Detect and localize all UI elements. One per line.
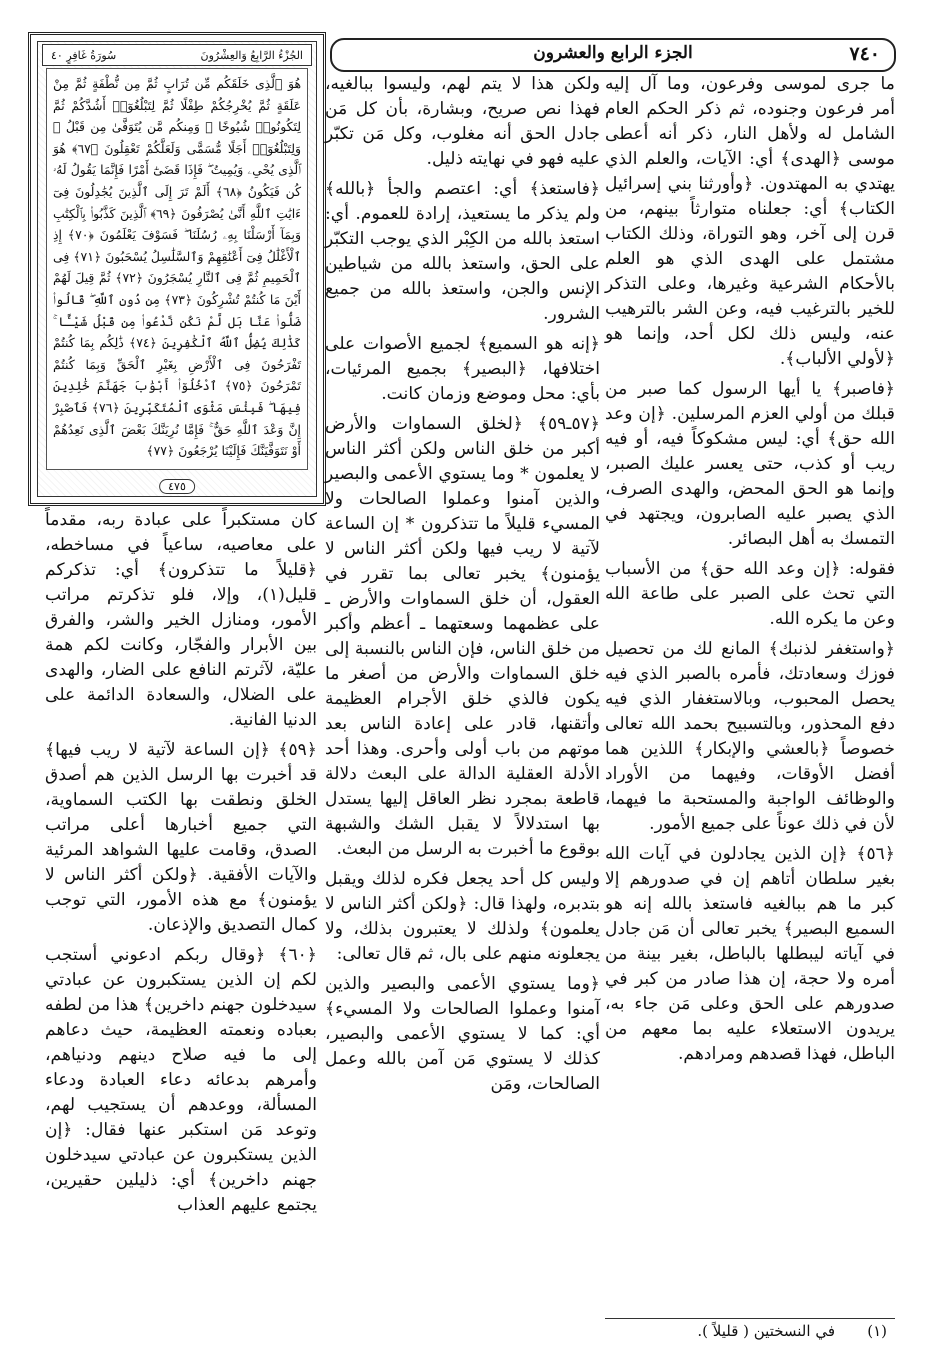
paragraph: ﴿٥٩﴾ ﴿إن الساعة لآتية لا ريب فيها﴾ قد أخبرت بها الرسل الذين هم أصدق الخلق ونطقت بها الكتب السماوية، التي جميع أخبارها أعلى مراتب الصدق، وقامت عليها الشواهد المرئية والآيات الأفقية. ﴿ولكن أكثر الناس لا يؤمنون﴾ مع هذه الأمور، التي توجب كمال التصديق والإذعان.	[45, 740, 317, 935]
mushaf-ornament-border	[37, 41, 317, 497]
paragraph: فقوله: ﴿إن وعد الله حق﴾ من الأسباب التي تحث على الصبر على طاعة الله وعن ما يكره الله.	[605, 559, 895, 629]
mushaf-page-frame	[28, 32, 326, 506]
paragraph: ﴿واستغفر لذنبك﴾ المانع لك من تحصيل فوزك وسعادتك، فأمره بالصبر الذي فيه يحصل المحبوب، وبالاستغفار الذي فيه دفع المحذور، وبالتسبيح بحمد الله تعالى خصوصاً ﴿بالعشي والإبكار﴾ اللذين هما أفضل الأوقات، وفيهما من الأوراد والوظائف الواجبة والمستحبة ما فيهما، لأن في ذلك عوناً على جميع الأمور.	[605, 639, 895, 834]
paragraph: ﴿فاصبر﴾ يا أيها الرسول كما صبر من قبلك من أولي العزم المرسلين. ﴿إن وعد الله حق﴾ أي: ليس مشكوكاً فيه، أو فيه ريب أو كذب، حتى يعسر عليك الصبر، وإنما هو الحق المحض، والهدى الصرف، الذي يصبر عليه الصابرون، ويجتهد في التمسك به أهل البصائر.	[605, 379, 895, 549]
page-header	[330, 38, 896, 72]
footnote-text: في النسختين ( قليلاً ).	[697, 1322, 835, 1340]
paragraph: ﴿وما يستوي الأعمى والبصير والذين آمنوا وعملوا الصالحات ولا المسيء﴾ أي: كما لا يستوي الأعمى والبصير، كذلك لا يستوي مَن آمن بالله وعمل الصالحات، ومَن	[325, 974, 600, 1094]
paragraph: ﴿إنه هو السميع﴾ لجميع الأصوات على اختلافها، ﴿البصير﴾ بجميع المرئيات، بأي: محل وموضع وزمان كانت.	[325, 334, 600, 404]
mushaf-header	[42, 44, 312, 66]
footnote-divider	[605, 1318, 895, 1319]
column-right	[605, 72, 895, 1072]
paragraph: ما جرى لموسى وفرعون، وما آل إليه أمر فرعون وجنوده، ثم ذكر الحكم العام الشامل له ولأهل النار، ذكر أنه أعطى موسى ﴿الهدى﴾ أي: الآيات، والعلم الذي يهتدي به المهتدون. ﴿وأورثنا بني إسرائيل الكتاب﴾ أي: جعلناه متوارثاً بينهم، من قرن إلى آخر، وهو التوراة، وذلك الكتاب مشتمل على الهدى الذي هو العلم بالأحكام الشرعية وغيرها، وعلى التذكر للخير بالترغيب فيه، وعن الشر بالترهيب عنه، وليس ذلك لكل أحد، وإنما هو ﴿لأولي الألباب﴾.	[605, 74, 895, 369]
page-number: ٧٤٠	[849, 43, 880, 65]
mushaf-juz-label: الجُزْءُ الرَّابِعُ وَالعِشْرُونَ	[200, 48, 303, 62]
footnote-number: (١)	[867, 1322, 887, 1340]
paragraph: ﴿٥٧ـ٥٩﴾ ﴿لخلق السماوات والأرض أكبر من خلق الناس ولكن أكثر الناس لا يعلمون * وما يستوي الأعمى والبصير والذين آمنوا وعملوا الصالحات ولا المسيء قليلاً ما تتذكرون * إن الساعة لآتية لا ريب فيها ولكن أكثر الناس لا يؤمنون﴾ يخبر تعالى بما تقرر في العقول، أن خلق السماوات والأرض ـ على عظمهما وسعتهما ـ أعظم وأكبر من خلق الناس، فإن الناس بالنسبة إلى خلق السماوات والأرض من أصغر ما يكون فالذي خلق الأجرام العظيمة وأتقنها، قادر على إعادة الناس بعد موتهم من باب أولى وأحرى. وهذا أحد الأدلة العقلية الدالة على البعث دلالة قاطعة بمجرد نظر العاقل إليها يستدل بها استدلالاً لا يقبل الشك والشبهة بوقوع ما أخبرت به الرسل من البعث.	[325, 414, 600, 859]
juz-title: الجزء الرابع والعشرون	[533, 43, 693, 63]
paragraph: ولكن هذا لا يتم لهم، وليسوا ببالغيه، فهذا نص صريح، وبشارة، بأن كل مَن جادل الحق أنه مغلوب، وكل مَن تكبّر عليه فهو في نهايته ذليل.	[325, 74, 600, 169]
paragraph: كان مستكبراً على عبادة ربه، مقدماً على معاصيه، ساعياً في مساخطه، ﴿قليلاً ما تتذكرون﴾ أي: تذكركم قليل(١)، وإلا، فلو تذكرتم مراتب الأمور، ومنازل الخير والشر، والفرق بين الأبرار والفجّار، وكانت لكم همة عليّة، لآثرتم النافع على الضار، والهدى على الضلال، والسعادة الدائمة على الدنيا الفانية.	[45, 510, 317, 730]
paragraph: ﴿٦٠﴾ ﴿وقال ربكم ادعوني أستجب لكم إن الذين يستكبرون عن عبادتي سيدخلون جهنم داخرين﴾ هذا من لطفه بعباده ونعمته العظيمة، حيث دعاهم إلى ما فيه صلاح دينهم ودنياهم، وأمرهم بدعائه دعاء العبادة ودعاء المسألة، ووعدهم أن يستجيب لهم، وتوعد مَن استكبر عنها فقال: ﴿إن الذين يستكبرون عن عبادتي سيدخلون جهنم داخرين﴾ أي: ذليلين حقيرين، يجتمع عليهم العذاب	[45, 945, 317, 1215]
mushaf-surah-label: سُورَةُ غَافِرٍ ٤٠	[51, 48, 117, 62]
paragraph: ﴿٥٦﴾ ﴿إن الذين يجادلون في آيات الله بغير سلطان أتاهم إن في صدورهم إلا كبر ما هم ببالغيه فاستعذ بالله إنه هو السميع البصير﴾ يخبر تعالى أن مَن جادل في آياته ليبطلها بالباطل، بغير بينة من أمره ولا حجة، إن هذا صادر من كبر في صدورهم على الحق وعلى مَن جاء به، يريدون الاستعلاء عليه بما معهم من الباطل، فهذا قصدهم ومرادهم.	[605, 844, 895, 1064]
mushaf-page-number: ٤٧٥	[159, 479, 195, 494]
paragraph: وليس كل أحد يجعل فكره لذلك ويقبل بتدبره، ولهذا قال: ﴿ولكن أكثر الناس لا يعلمون﴾ ولذلك لا يعتبرون بذلك، ولا يجعلونه منهم على بال، ثم قال تعالى:	[325, 869, 600, 964]
paragraph: ﴿فاستعذ﴾ أي: اعتصم والجأ ﴿بالله﴾ ولم يذكر ما يستعيذ، إرادة للعموم. أي: استعذ بالله من الكِبْر الذي يوجب التكبّر على الحق، واستعذ بالله من شياطين الإنس والجن، واستعذ بالله من جميع الشرور.	[325, 179, 600, 324]
column-left	[45, 508, 317, 1223]
column-middle	[325, 72, 600, 1102]
mushaf-quran-text: هُوَ ٱلَّذِى خَلَقَكُم مِّن تُرَابٍ ثُمَّ مِن نُّطْفَةٍ ثُمَّ مِنْ عَلَقَةٍ ثُمَّ يُخْرِجُكُمْ طِفْلًا ثُمَّ لِتَبْلُغُوٓا۟ أَشُدَّكُمْ ثُمَّ لِتَكُونُوا۟ شُيُوخًا ۚ وَمِنكُم مَّن يُتَوَفَّىٰ مِن قَبْلُ ۖ وَلِتَبْلُغُوٓا۟ أَجَلًا مُّسَمًّى وَلَعَلَّكُمْ تَعْقِلُونَ ﴿٦٧﴾ هُوَ ٱلَّذِى يُحْىِۦ وَيُمِيتُ ۖ فَإِذَا قَضَىٰٓ أَمْرًا فَإِنَّمَا يَقُولُ لَهُۥ كُن فَيَكُونُ ﴿٦٨﴾ أَلَمْ تَرَ إِلَى ٱلَّذِينَ يُجَٰدِلُونَ فِىٓ ءَايَٰتِ ٱللَّهِ أَنَّىٰ يُصْرَفُونَ ﴿٦٩﴾ ٱلَّذِينَ كَذَّبُوا۟ بِٱلْكِتَٰبِ وَبِمَآ أَرْسَلْنَا بِهِۦ رُسُلَنَا ۖ فَسَوْفَ يَعْلَمُونَ ﴿٧٠﴾ إِذِ ٱلْأَغْلَٰلُ فِىٓ أَعْنَٰقِهِمْ وَٱلسَّلَٰسِلُ يُسْحَبُونَ ﴿٧١﴾ فِى ٱلْحَمِيمِ ثُمَّ فِى ٱلنَّارِ يُسْجَرُونَ ﴿٧٢﴾ ثُمَّ قِيلَ لَهُمْ أَيْنَ مَا كُنتُمْ تُشْرِكُونَ ﴿٧٣﴾ مِن دُونِ ٱللَّهِ ۖ قَالُوا۟ ضَلُّوا۟ عَنَّا بَل لَّمْ نَكُن نَّدْعُوا۟ مِن قَبْلُ شَيْـًٔا ۚ كَذَٰلِكَ يُضِلُّ ٱللَّهُ ٱلْكَٰفِرِينَ ﴿٧٤﴾ ذَٰلِكُم بِمَا كُنتُمْ تَفْرَحُونَ فِى ٱلْأَرْضِ بِغَيْرِ ٱلْحَقِّ وَبِمَا كُنتُمْ تَمْرَحُونَ ﴿٧٥﴾ ٱدْخُلُوٓا۟ أَبْوَٰبَ جَهَنَّمَ خَٰلِدِينَ فِيهَا ۖ فَبِئْسَ مَثْوَى ٱلْمُتَكَبِّرِينَ ﴿٧٦﴾ فَٱصْبِرْ إِنَّ وَعْدَ ٱللَّهِ حَقٌّ ۚ فَإِمَّا نُرِيَنَّكَ بَعْضَ ٱلَّذِى نَعِدُهُمْ أَوْ نَتَوَفَّيَنَّكَ فَإِلَيْنَا يُرْجَعُونَ ﴿٧٧﴾	[46, 68, 308, 470]
